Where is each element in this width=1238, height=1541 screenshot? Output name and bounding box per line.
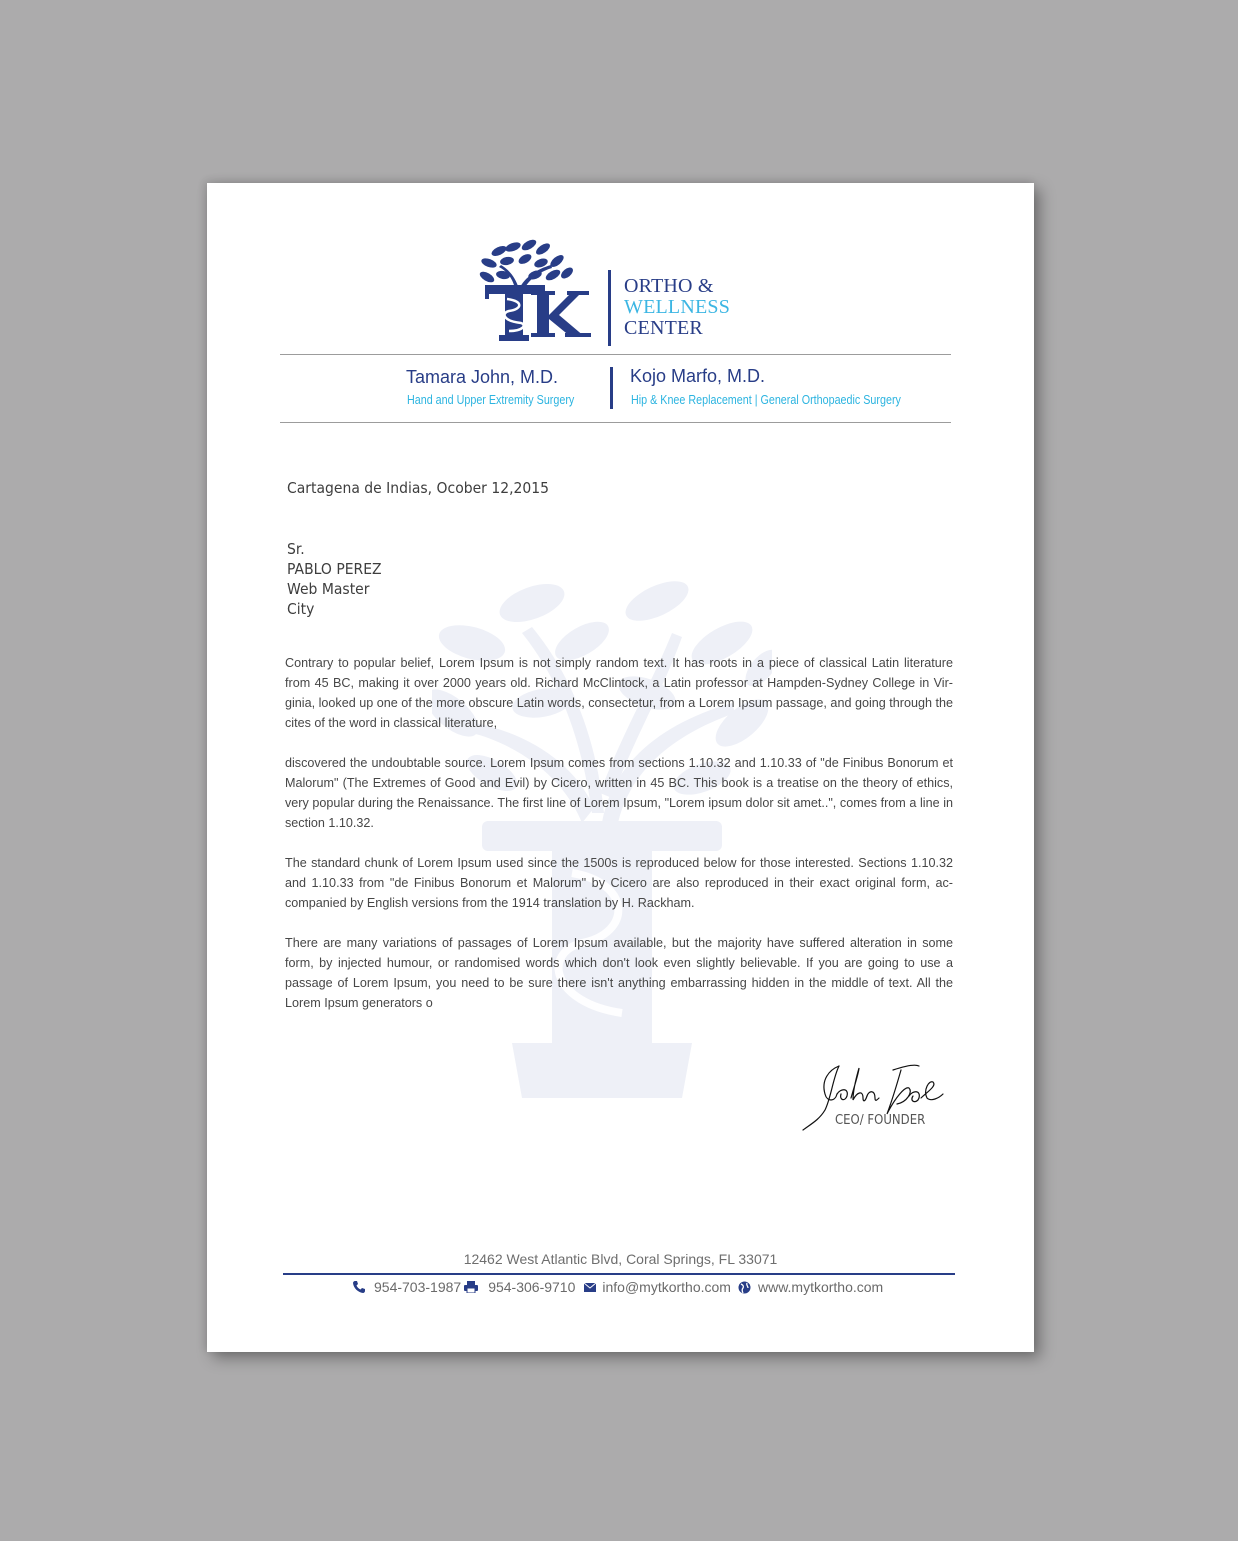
recipient-city: City: [287, 600, 315, 618]
contact-fax[interactable]: [464, 1279, 575, 1295]
body-paragraph: discovered the undoubtable source. Lorem Ipsum comes from sections 1.10.32 and 1.10.33 of "de Finibus Bonorum et Malorum" (The Extremes of Good and Evil) by Cicero, written in 45 BC. This book is a treatise on the theory of ethics, very popular during the Renaissance. The first line of Lorem Ipsum, "Lorem ipsum dolor sit amet..", comes from a line in section 1.10.32.: [285, 756, 953, 830]
recipient-title: Web Master: [287, 580, 370, 598]
contact-email[interactable]: [584, 1279, 731, 1295]
logo-line-1: ORTHO &: [624, 275, 714, 297]
contact-website[interactable]: [738, 1279, 883, 1295]
doctor-1-specialty: Hand and Upper Extremity Surgery: [407, 393, 575, 407]
logo-wordmark: [624, 276, 730, 339]
tree-monogram-logo-icon: [479, 239, 599, 349]
recipient-salutation: Sr.: [287, 540, 305, 558]
contact-website-text: www.mytkortho.com: [757, 1279, 884, 1295]
company-logo: [479, 239, 739, 349]
logo-divider: [608, 270, 611, 346]
body-paragraph: Contrary to popular belief, Lorem Ipsum is not simply random text. It has roots in a piece of classical Latin literature from 45 BC, making it over 2000 years old. Richard McClintock, a Latin professor at Hampden-Sydney College in Vir-ginia, looked up one of the more obscure Latin words, consectetur, from a Lorem Ipsum passage, and going through the cites of the word in classical literature,: [285, 656, 953, 730]
logo-line-3: CENTER: [624, 317, 703, 339]
doctor-2-specialty: Hip & Knee Replacement | General Orthopaedic Surgery: [631, 393, 901, 407]
fax-icon: [464, 1281, 478, 1293]
doctor-1-name: Tamara John, M.D.: [406, 367, 559, 387]
contact-phone[interactable]: [352, 1279, 461, 1295]
phone-icon: [352, 1280, 366, 1294]
letter-body: [285, 653, 953, 1033]
recipient-block: [287, 539, 389, 619]
header-rule-top: [280, 354, 951, 355]
recipient-name: PABLO PEREZ: [287, 560, 382, 578]
doctor-2-name: Kojo Marfo, M.D.: [630, 366, 766, 386]
body-paragraph: The standard chunk of Lorem Ipsum used since the 1500s is reproduced below for those interested. Sections 1.10.32 and 1.10.33 from "de Finibus Bonorum et Malorum" by Cicero are also reproduced in their exact original form, ac-companied by English versions from the 1914 translation by H. Rackham.: [285, 856, 953, 910]
body-paragraph: There are many variations of passages of Lorem Ipsum available, but the majority have suffered alteration in some form, by injected humour, or randomised words which don't look even slightly believable. If you are going to use a passage of Lorem Ipsum, you need to be sure there isn't anything embarrassing hidden in the middle of text. All the Lorem Ipsum generators o: [285, 936, 953, 1010]
globe-icon: [738, 1281, 751, 1294]
header-rule-bottom: [280, 422, 951, 423]
doctors-divider: [610, 367, 613, 409]
signature-title: CEO/ FOUNDER: [835, 1113, 926, 1128]
contact-fax-text: 954-306-9710: [488, 1279, 576, 1295]
contact-email-text: info@mytkortho.com: [602, 1279, 731, 1295]
footer-address: 12462 West Atlantic Blvd, Coral Springs, FL 33071: [463, 1251, 778, 1267]
footer-rule: [283, 1273, 955, 1275]
letter-date: Cartagena de Indias, Ocober 12,2015: [287, 479, 550, 497]
footer-contacts: [352, 1279, 883, 1295]
email-icon: [584, 1283, 596, 1292]
contact-phone-text: 954-703-1987: [374, 1279, 462, 1295]
letterhead-page: [207, 183, 1034, 1352]
logo-line-2: WELLNESS: [624, 296, 731, 318]
